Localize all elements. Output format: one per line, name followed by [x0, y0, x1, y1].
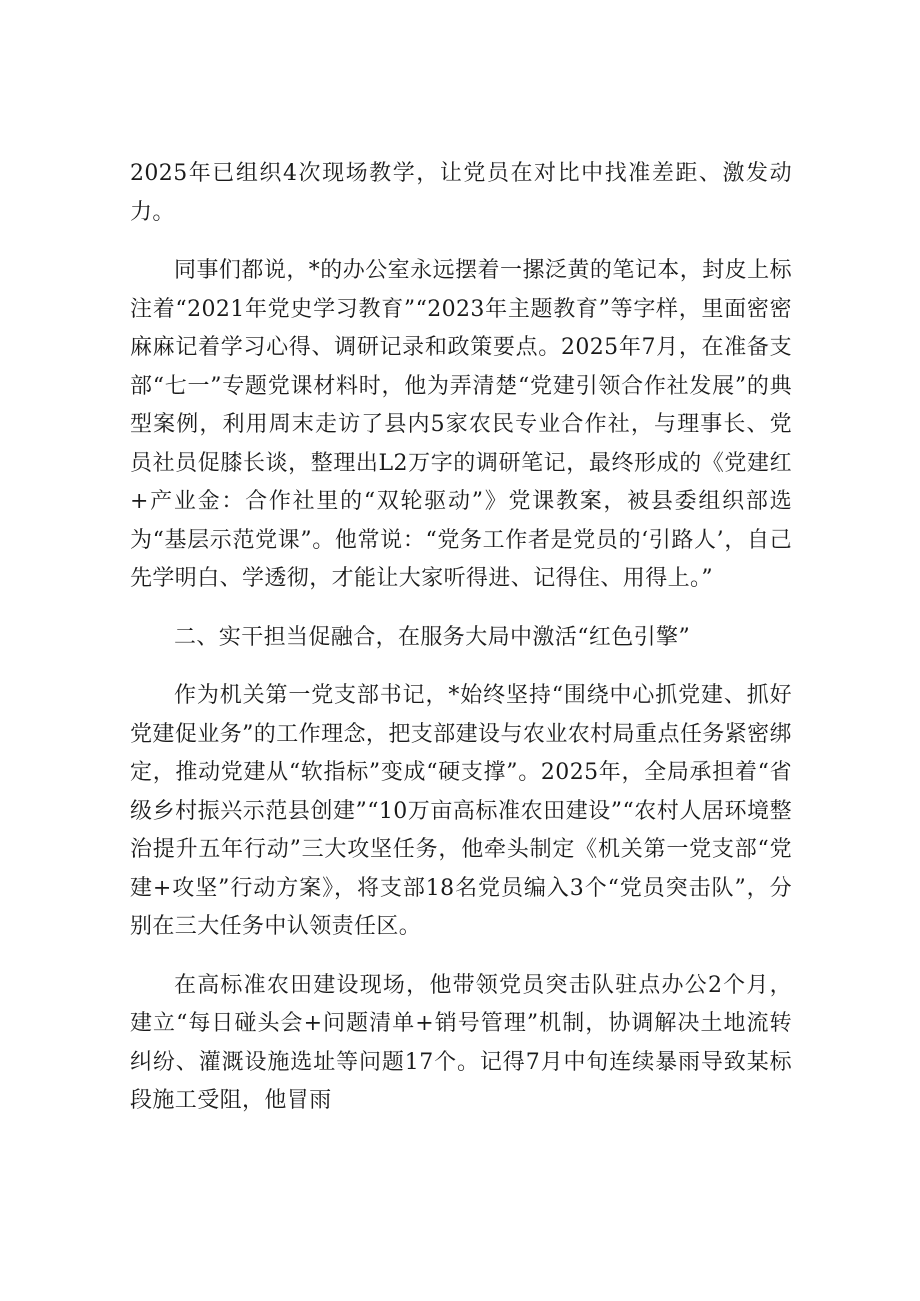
- paragraph-continuation: 2025年已组织4次现场教学，让党员在对比中找准差距、激发动力。: [130, 161, 792, 225]
- paragraph-branch-secretary: 作为机关第一党支部书记，*始终坚持“围绕中心抓党建、抓好党建促业务”的工作理念，把支部建设与农业农村局重点任务紧密绑定，推动党建从“软指标”变成“硬支撑”。2025年，全局承担着“省级乡村振兴示范县创建”“10万亩高标准农田建设”“农村人居环境整治提升五年行动”三大攻坚任务，他牵头制定《机关第一党支部“党建+攻坚”行动方案》，将支部18名党员编入3个“党员突击队”，分别在三大任务中认领责任区。: [130, 683, 792, 939]
- section-heading: 二、实干担当促融合，在服务大局中激活“红色引擎”: [174, 624, 691, 650]
- paragraph-notebooks: 同事们都说，*的办公室永远摆着一摞泛黄的笔记本，封皮上标注着“2021年党史学习教育”“2023年主题教育”等字样，里面密密麻麻记着学习心得、调研记录和政策要点。2025年7月，在准备支部“七一”专题党课材料时，他为弄清楚“党建引领合作社发展”的典型案例，利用周末走访了县内5家农民专业合作社，与理事长、党员社员促膝长谈，整理出L2万字的调研笔记，最终形成的《党建红+产业金：合作社里的“双轮驱动”》党课教案，被县委组织部选为“基层示范党课”。他常说：“党务工作者是党员的‘引路人’，自己先学明白、学透彻，才能让大家听得进、记得住、用得上。”: [130, 258, 792, 591]
- paragraph-farmland: 在高标准农田建设现场，他带领党员突击队驻点办公2个月，建立“每日碰头会+问题清单+销号管理”机制，协调解决土地流转纠纷、灌溉设施选址等问题17个。记得7月中旬连续暴雨导致某标段施工受阻，他冒雨: [130, 972, 792, 1113]
